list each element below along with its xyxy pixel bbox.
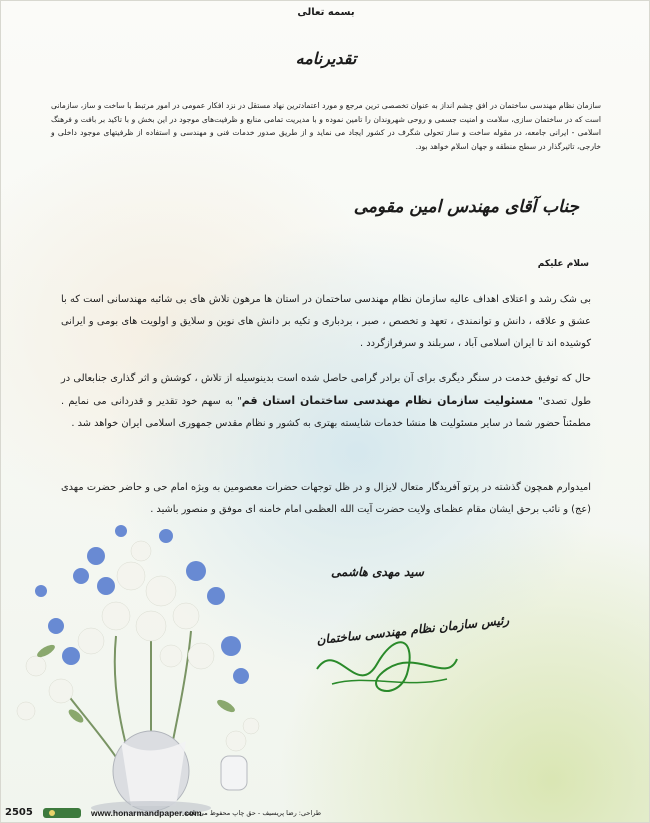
position-highlight: مسئولیت سازمان نظام مهندسی ساختمان استان قم [241,394,539,407]
bismillah-heading: بسمه تعالی [297,7,355,18]
body-paragraph-1: بی شک رشد و اعتلای اهداف عالیه سازمان نظام مهندسی ساختمان در استان ها مرهون تلاش های بی شائبه مهندسانی است که با عشق و علاقه ، دانش و توانمندی ، تعهد و تخصص ، صبر ، بردباری و تکیه بر دانش های نوین و سلایق و اولویت های بومی و ایرانی کوشیده اند تا ایران اسلامی آباد ، سربلند و سرفرازگردد . [61,294,591,349]
body-paragraph-2-start: حال که توفیق خدمت در سنگر دیگری برای آن برادر گرامی حاصل شده است بدینوسیله از تلاش ، کوشش و اثر گذاری جنابعالی در طول تصدی" [61,373,591,407]
intro-paragraph: سازمان نظام مهندسی ساختمان در افق چشم انداز به عنوان تخصصی ترین مرجع و مورد اعتمادترین نهاد مستقل در نزد افکار عمومی در امور مرتبط با ساخت و ساز، سازمانی است که در ساختمان سازی، سلامت و امنیت جسمی و روحی شهروندان را تامین نموده و با مدیریت تمامی منابع و ظرفیت‌های موجود در این بخش و با تاکید بر بافت و فرهنگ اسلامی - ایرانی جامعه، در مقوله ساخت و ساز تحولی شگرف در کشور ایجاد می نماید و از طریق صدور خدمات فنی و مهندسی و استفاده از ظرفیتهای موجود داخلی و خارجی، تاثیرگذار در سطح منطقه و جهان اسلام خواهد بود. [51,101,601,151]
signer-title: رئیس سازمان نظام مهندسی ساختمان [315,612,510,648]
recipient-name: جناب آقای مهندس امین مقومی [353,197,579,217]
body-paragraph-2 [61,368,591,435]
body-paragraph-3: امیدوارم همچون گذشته در پرتو آفریدگار متعال لایزال و در ظل توجهات حضرات معصومین به ویژه امام حی و حاضر حضرت مهدی (عج) و نائب برحق ایشان مقام عظمای ولایت حضرت آیت الله العظمی امام خامنه ای موفق و منصور باشید . [61,482,591,515]
greeting: سلام علیکم [537,259,589,269]
signer-name: سید مهدی هاشمی [331,565,424,579]
document-title: تقدیرنامه [295,49,357,68]
designer-credit: طراحی: رضا پریسیف - حق چاپ محفوظ می باشد [184,809,321,817]
publisher-logo-icon [43,807,83,819]
template-code: 2505 [5,807,33,818]
publisher-website: www.honarmandpaper.com [91,808,202,818]
body-paragraph-2-end: " به سهم خود تقدیر و قدردانی می نمایم . مطمئناً حضور شما در سایر مسئولیت ها منشا خدمات شایسته بهتری به کشور و نظام مقدس جمهوری اسلامی ایران خواهد شد . [61,396,591,429]
flower-vase-illustration [1,516,291,816]
handwritten-signature [297,629,467,709]
